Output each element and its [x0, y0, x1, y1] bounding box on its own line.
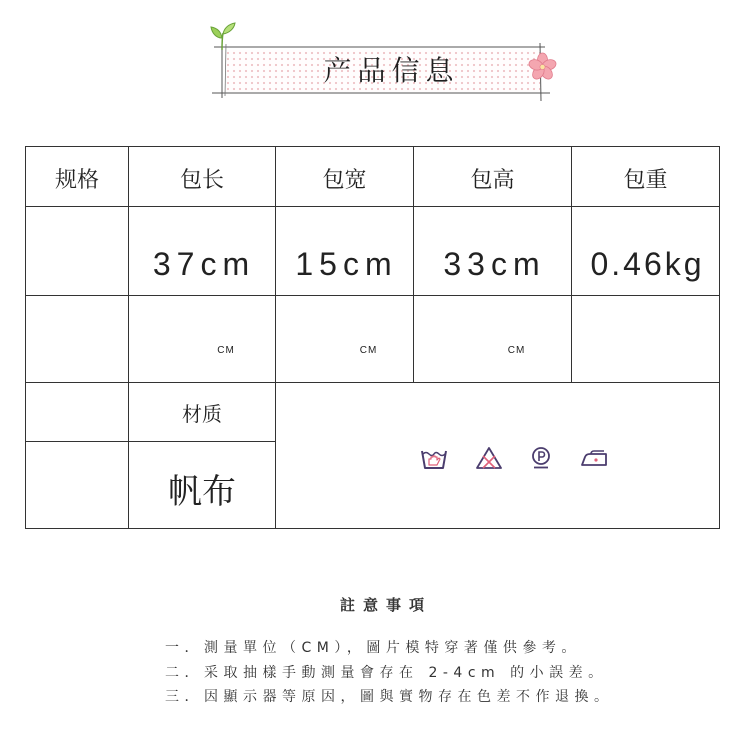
note-item: 三．因顯示器等原因，圖與實物存在色差不作退換。	[165, 689, 614, 705]
spec-table	[25, 146, 720, 529]
header-length: 包长	[129, 147, 276, 207]
width-unit: CM	[276, 296, 414, 383]
weight-value: 0.46kg	[572, 207, 720, 296]
note-item: 二．采取抽樣手動測量會存在 2-4cm 的小誤差。	[165, 664, 608, 681]
notes-title: 註意事項	[340, 596, 433, 614]
header-spec: 规格	[26, 147, 129, 207]
width-value: 15cm	[276, 207, 414, 296]
height-value: 33cm	[414, 207, 572, 296]
length-value: 37cm	[129, 207, 276, 296]
spec-cell-empty	[26, 296, 129, 383]
banner	[200, 18, 570, 108]
banner-title: 产品信息	[323, 54, 460, 87]
material-label-row	[26, 383, 720, 442]
material-value: 帆布	[129, 442, 276, 529]
header-width: 包宽	[276, 147, 414, 207]
length-unit: CM	[129, 296, 276, 383]
notes-list	[165, 636, 614, 710]
header-row	[26, 147, 720, 207]
header-weight: 包重	[572, 147, 720, 207]
hand-wash-icon	[421, 446, 447, 470]
spec-cell-empty	[26, 383, 129, 442]
dry-clean-icon	[531, 446, 551, 469]
height-unit: CM	[414, 296, 572, 383]
unit-row	[26, 296, 720, 383]
care-icons	[309, 446, 719, 470]
no-bleach-icon	[476, 446, 502, 470]
care-instructions-cell	[276, 383, 720, 529]
weight-unit-empty	[572, 296, 720, 383]
iron-icon	[580, 449, 608, 467]
spec-cell-empty	[26, 207, 129, 296]
note-item: 一．測量單位（CM），圖片模特穿著僅供參考。	[165, 640, 581, 656]
spec-cell-empty	[26, 442, 129, 529]
sprout-icon	[208, 21, 238, 51]
header-height: 包高	[414, 147, 572, 207]
material-label: 材质	[129, 383, 276, 442]
measurement-row	[26, 207, 720, 296]
